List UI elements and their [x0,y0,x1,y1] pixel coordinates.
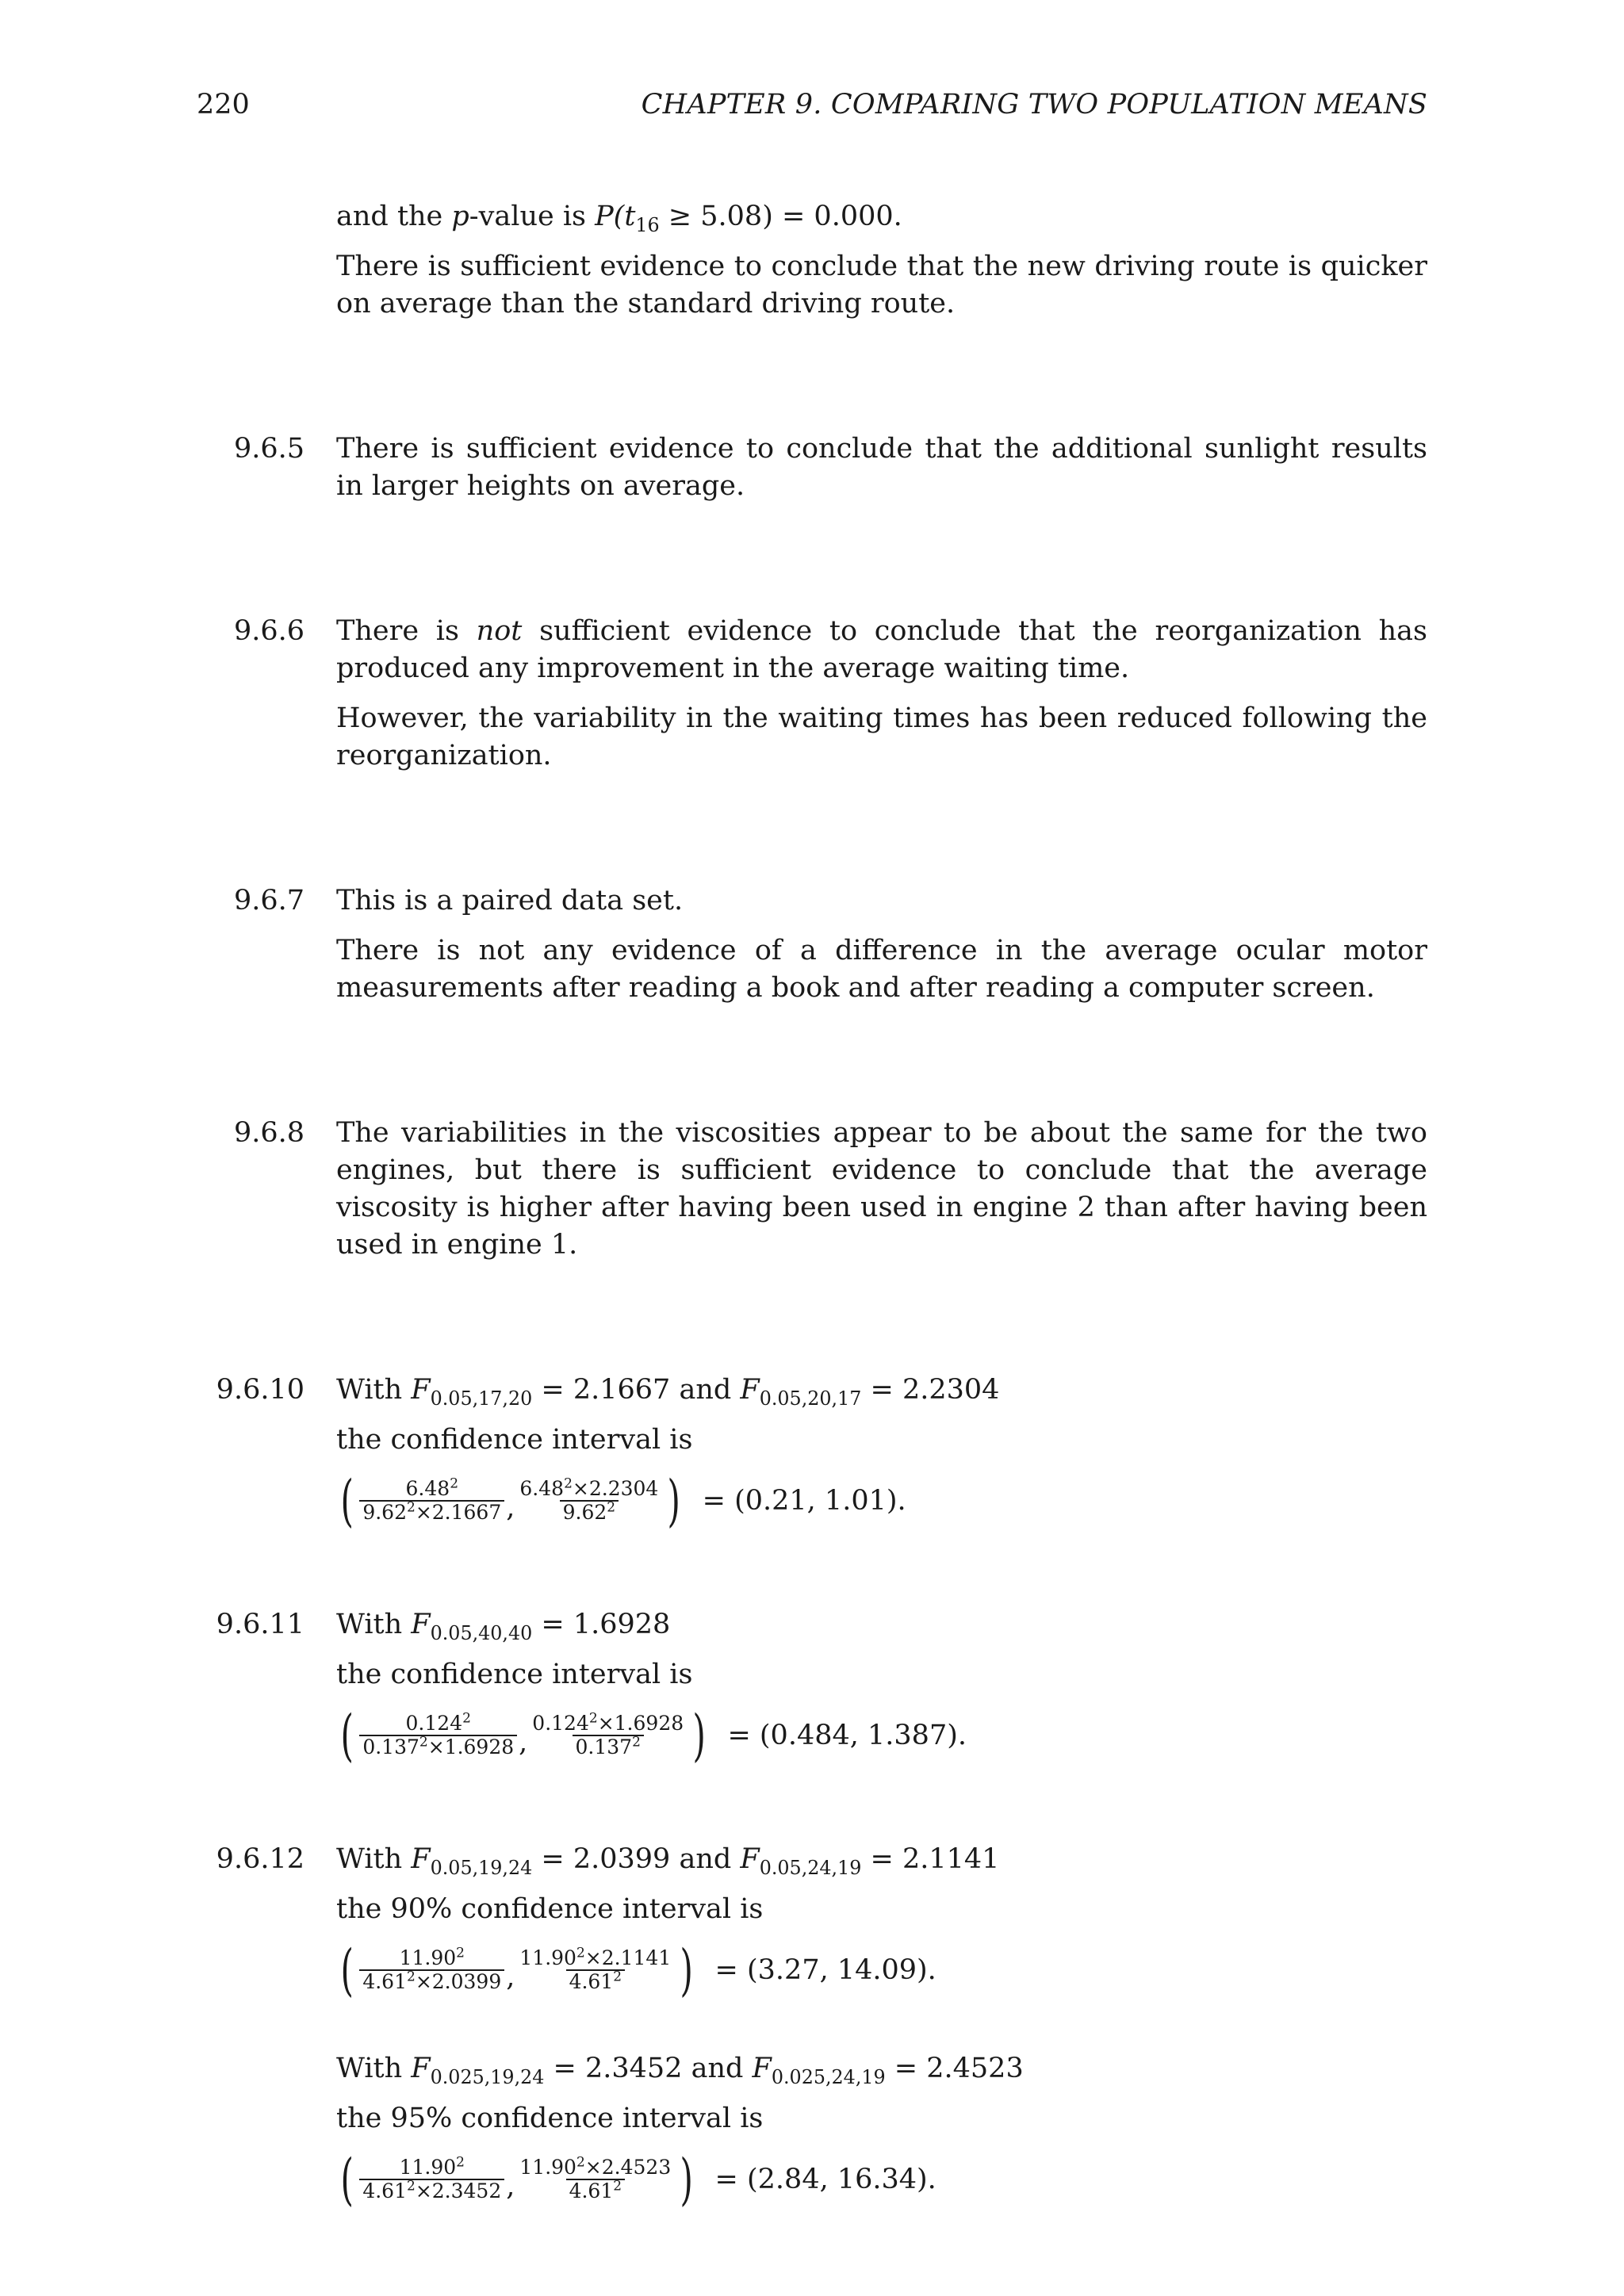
ci-label-2: the 95% confidence interval is [336,2103,764,2134]
exercise-9-6-11 [216,1606,1427,1768]
confidence-interval-formula-90: ( $\frac{11.90^2}{4.61^2\times 2.0399}$ , $\frac{11.90^2\times 2.1141}{4.61^2}$ ) = (3.27, 14.09). [340,1938,936,2003]
exercise-9-6-12 [216,1841,1427,2212]
content [216,198,1427,2221]
exercise-text: There is not sufficient evidence to conclude that the reorganization has produced any improvement in the average waiting time. [336,615,1427,684]
exercise-number: 9.6.12 [216,1843,304,1875]
exercise-text: The variabilities in the viscosities appear to be about the same for the two engines, but there is sufficient evidence to conclude that the average viscosity is higher after having been used in engine 2 than after having been used in engine 1. [336,1117,1427,1261]
fraction-lower: $\frac{11.90^2}{4.61^2\times 2.0399}$ [359,1947,504,1993]
interval-result: = (3.27, 14.09). [714,1954,936,1986]
f-values-line: With $F_{0.05,17,20} = 2.1667$ and $F_{0.05,20,17} = 2.2304$ [336,1374,1000,1410]
f-values-line-2: With $F_{0.025,19,24} = 2.3452$ and $F_{0.025,24,19} = 2.4523$ [336,2053,1024,2088]
ci-label: the 90% confidence interval is [336,1893,764,1925]
page-header [197,89,1427,128]
conclusion-text: There is sufficient evidence to conclude that the new driving route is quicker on average than the standard driving route. [336,251,1427,320]
confidence-interval-formula-95: ( $\frac{11.90^2}{4.61^2\times 2.3452}$ , $\frac{11.90^2\times 2.4523}{4.61^2}$ ) = (2.84, 16.34). [340,2147,936,2212]
fraction-upper: $\frac{0.124^2\times 1.6928}{0.137^2}$ [532,1710,684,1758]
exercise-number: 9.6.11 [216,1609,304,1640]
fraction-lower: $\frac{0.124^2}{0.137^2\times 1.6928}$ [359,1712,517,1758]
ci-label: the confidence interval is [336,1659,693,1690]
exercise-number: 9.6.8 [233,1117,304,1149]
page-number: 220 [197,89,250,121]
exercise-number: 9.6.7 [233,885,304,916]
exercise-text: This is a paired data set. [336,885,684,916]
exercise-9-6-5 [233,430,1427,505]
exercise-text: There is sufficient evidence to conclude that the additional sunlight results in larger heights on average. [336,433,1427,502]
fraction-upper: $\frac{11.90^2\times 2.4523}{4.61^2}$ [519,2154,672,2202]
interval-result: = (0.484, 1.387). [727,1719,967,1751]
exercise-text-2: There is not any evidence of a difference in the average ocular motor measurements after reading a book and after reading a computer screen. [336,935,1427,1004]
exercise-9-6-10 [216,1372,1427,1533]
fraction-lower: $\frac{6.48^2}{9.62^2\times 2.1667}$ [359,1478,504,1524]
running-title: CHAPTER 9. COMPARING TWO POPULATION MEANS [641,89,1427,121]
f-values-line: With $F_{0.05,40,40} = 1.6928$ [336,1609,671,1644]
exercise-9-6-7 [233,882,1427,1007]
fraction-upper: $\frac{11.90^2\times 2.1141}{4.61^2}$ [519,1945,672,1993]
exercise-9-6-6 [233,613,1427,775]
exercise-number: 9.6.6 [233,615,304,647]
pvalue-line: and the p-value is $P(t_{16} \ge 5.08) = 0.000$. [336,201,902,236]
ci-label: the confidence interval is [336,1424,693,1456]
confidence-interval-formula: ( $\frac{0.124^2}{0.137^2\times 1.6928}$ , $\frac{0.124^2\times 1.6928}{0.137^2}$ ) = (0.484, 1.387). [340,1703,967,1768]
fraction-lower: $\frac{11.90^2}{4.61^2\times 2.3452}$ [359,2156,504,2202]
exercise-9-6-8 [233,1115,1427,1264]
interval-result: = (0.21, 1.01). [702,1484,906,1517]
confidence-interval-formula: ( $\frac{6.48^2}{9.62^2\times 2.1667}$ , $\frac{6.48^2\times 2.2304}{9.62^2}$ ) = (0.21, 1.01). [340,1468,906,1533]
interval-result: = (2.84, 16.34). [714,2163,936,2195]
exercise-number: 9.6.10 [216,1374,304,1406]
exercise-number: 9.6.5 [233,433,304,465]
fraction-upper: $\frac{6.48^2\times 2.2304}{9.62^2}$ [519,1475,659,1524]
exercise-text-2: However, the variability in the waiting times has been reduced following the reorganization. [336,702,1427,771]
f-values-line: With $F_{0.05,19,24} = 2.0399$ and $F_{0.05,24,19} = 2.1141$ [336,1843,1000,1879]
